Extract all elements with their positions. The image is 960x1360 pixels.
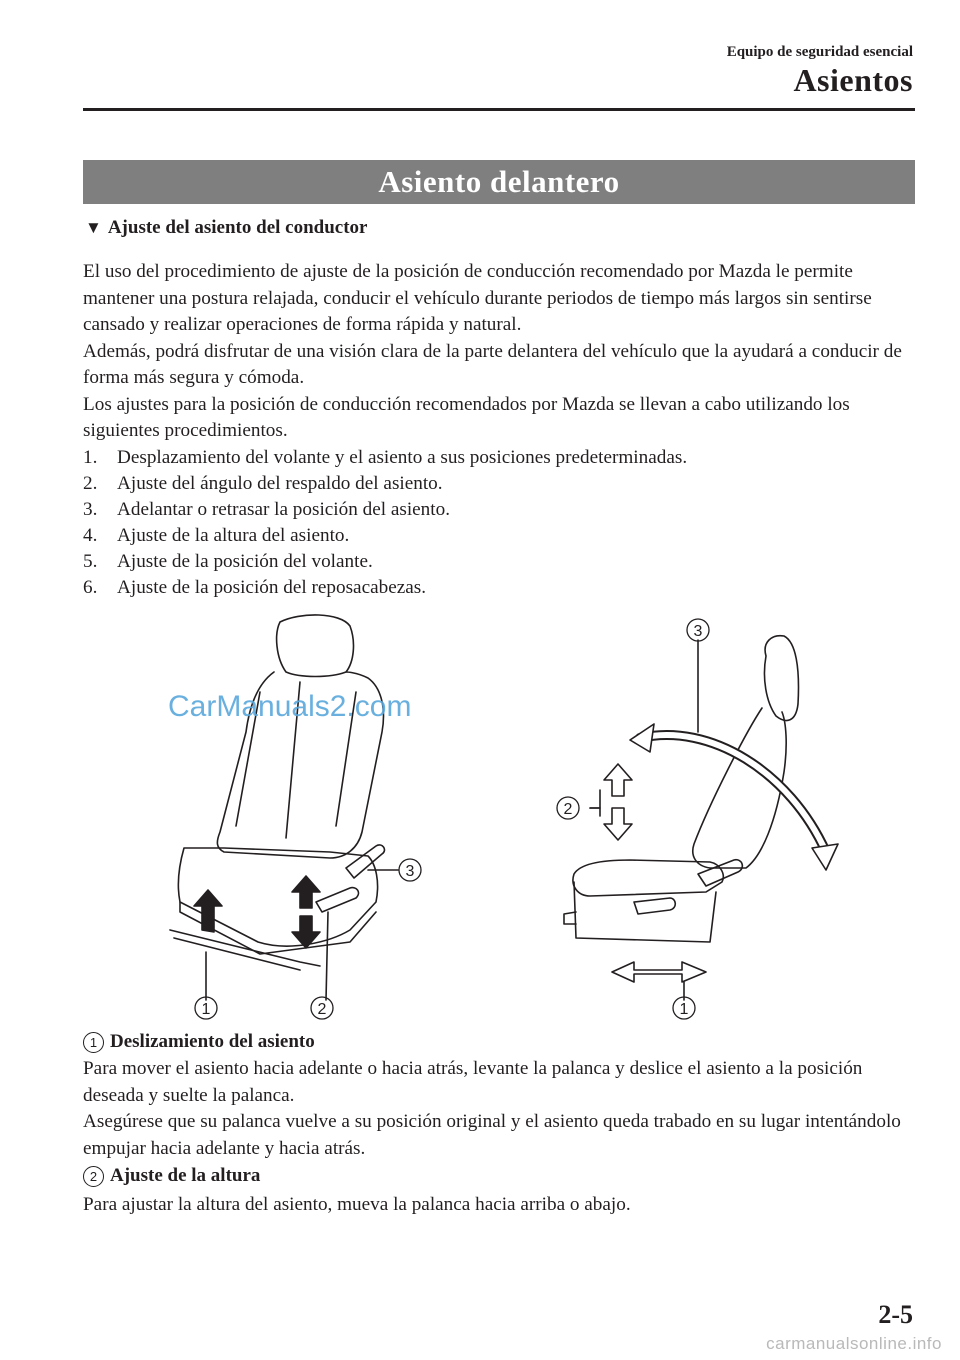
item-number-badge: 2	[83, 1166, 104, 1187]
callout-3-left-label: 3	[405, 863, 415, 880]
step-text: Adelantar o retrasar la posición del asiento.	[117, 499, 450, 520]
step-number: 1.	[83, 447, 98, 468]
callout-markers	[195, 619, 709, 1019]
seat-side-view-illustration	[564, 636, 838, 1000]
list-item	[83, 575, 687, 601]
watermark-text: CarManuals2.com	[168, 690, 412, 723]
step-text: Ajuste de la altura del asiento.	[117, 525, 350, 546]
procedure-list	[83, 445, 687, 601]
step-number: 6.	[83, 577, 98, 598]
callout-3-right-label: 3	[693, 623, 703, 640]
step-text: Ajuste del ángulo del respaldo del asiento.	[117, 473, 443, 494]
callout-2-left-label: 2	[317, 1001, 327, 1018]
seat-front-view-illustration	[170, 615, 398, 1000]
section-title: Asiento delantero	[83, 160, 915, 204]
item-text-seat-slide	[83, 1056, 923, 1162]
step-text: Ajuste de la posición del volante.	[117, 551, 373, 572]
step-number: 4.	[83, 525, 98, 546]
triangle-marker-icon: ▼	[85, 218, 102, 237]
list-item	[83, 549, 687, 575]
chapter-title: Asientos	[793, 62, 913, 98]
step-text: Desplazamiento del volante y el asiento a sus posiciones predeterminadas.	[117, 447, 688, 468]
item-heading-seat-slide	[83, 1031, 315, 1053]
subsection-title: Ajuste del asiento del conductor	[107, 217, 368, 238]
callout-1-right-label: 1	[679, 1001, 689, 1018]
item-paragraph: Para mover el asiento hacia adelante o hacia atrás, levante la palanca y deslice el asiento a la posición deseada y suelte la palanca.	[83, 1058, 863, 1106]
step-number: 3.	[83, 499, 98, 520]
item-paragraph: Asegúrese que su palanca vuelve a su posición original y el asiento queda trabado en su lugar intentándolo empujar hacia adelante y hacia atrás.	[83, 1111, 901, 1159]
list-item	[83, 471, 687, 497]
intro-paragraph: Los ajustes para la posición de conducción recomendados por Mazda se llevan a cabo utilizando los siguientes procedimientos.	[83, 393, 850, 441]
header-divider	[83, 108, 915, 111]
list-item	[83, 523, 687, 549]
step-number: 5.	[83, 551, 98, 572]
chapter-subtitle: Equipo de seguridad esencial	[726, 44, 913, 60]
intro-text	[83, 259, 923, 445]
item-paragraph: Para ajustar la altura del asiento, mueva la palanca hacia arriba o abajo.	[83, 1194, 631, 1215]
item-text-height	[83, 1192, 923, 1219]
item-title: Ajuste de la altura	[110, 1165, 261, 1186]
list-item	[83, 497, 687, 523]
list-item	[83, 445, 687, 471]
callout-2-right-label: 2	[563, 801, 573, 818]
intro-paragraph: Además, podrá disfrutar de una visión clara de la parte delantera del vehículo que la ayudará a conducir de forma más segura y cómoda.	[83, 340, 902, 388]
footer-watermark: carmanualsonline.info	[766, 1334, 942, 1353]
step-text: Ajuste de la posición del reposacabezas.	[117, 577, 427, 598]
step-number: 2.	[83, 473, 98, 494]
subsection-heading	[85, 217, 367, 239]
item-heading-height	[83, 1165, 260, 1187]
page-number: 2-5	[878, 1300, 913, 1329]
item-title: Deslizamiento del asiento	[110, 1031, 315, 1052]
item-number-badge: 1	[83, 1032, 104, 1053]
intro-paragraph: El uso del procedimiento de ajuste de la posición de conducción recomendado por Mazda le permite mantener una postura relajada, conducir el vehículo durante periodos de tiempo más largos sin sentirse cansado y realizar operaciones de forma rápida y natural.	[83, 261, 872, 335]
callout-1-left-label: 1	[201, 1001, 211, 1018]
seat-adjustment-figure	[150, 612, 870, 1030]
